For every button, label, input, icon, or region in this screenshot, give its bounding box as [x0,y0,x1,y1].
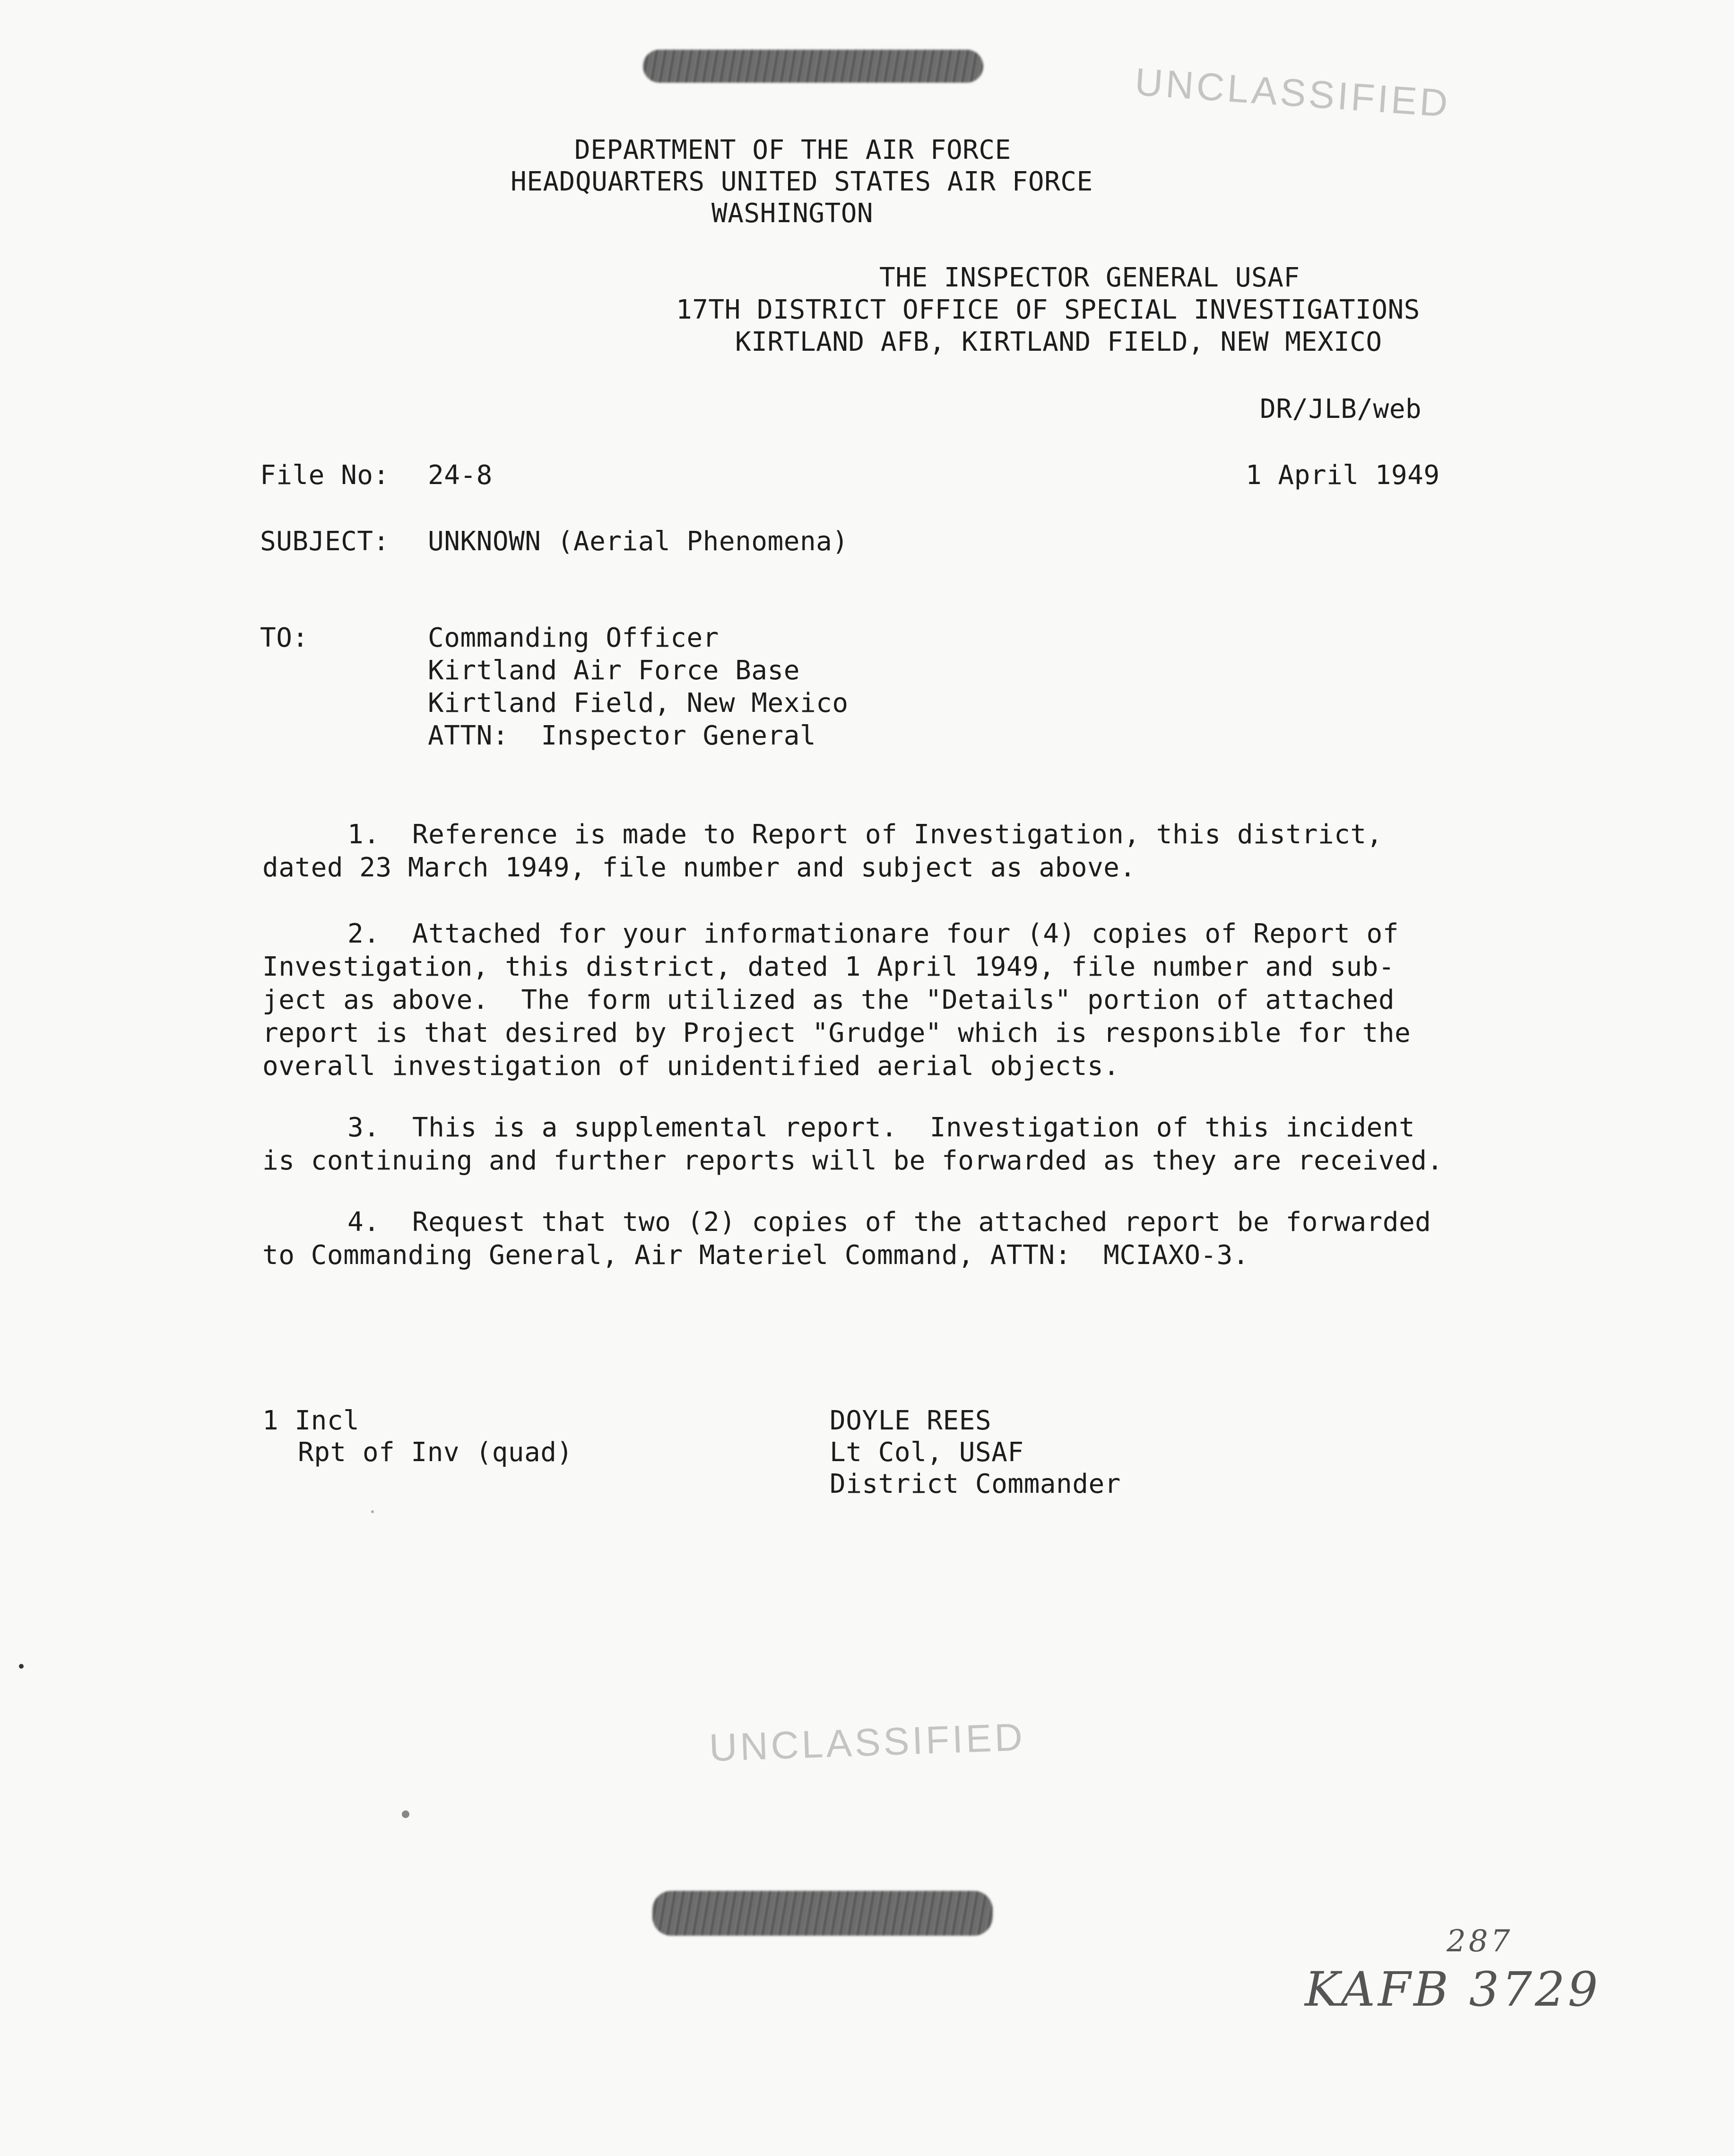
office-line-1: THE INSPECTOR GENERAL USAF [879,262,1300,293]
paragraph-1-line-1: 1. Reference is made to Report of Investigation, this district, [347,819,1383,850]
office-line-3: KIRTLAND AFB, KIRTLAND FIELD, NEW MEXICO [735,327,1382,357]
paragraph-3-line-1: 3. This is a supplemental report. Investigation of this incident [347,1112,1415,1143]
addressee-line-2: Kirtland Air Force Base [428,655,800,686]
signature-name: DOYLE REES [830,1405,992,1436]
paragraph-4-line-1: 4. Request that two (2) copies of the attached report be forwarded [347,1207,1431,1238]
file-no: 24-8 [428,460,493,491]
paragraph-2-line-3: ject as above. The form utilized as the "Details" portion of attached [262,985,1395,1015]
signature-title: District Commander [830,1469,1121,1499]
scan-speck [402,1810,409,1818]
paragraph-2-line-5: overall investigation of unidentified aerial objects. [262,1051,1120,1082]
to-label: TO: [260,623,309,653]
enclosure-line-2: Rpt of Inv (quad) [298,1437,573,1468]
paragraph-4-line-2: to Commanding General, Air Materiel Command, ATTN: MCIAXO-3. [262,1240,1249,1271]
subject-label: SUBJECT: [260,526,390,557]
addressee-line-4: ATTN: Inspector General [428,720,816,751]
scan-speck [19,1664,24,1669]
classification-stamp-top: UNCLASSIFIED [1133,60,1452,126]
paragraph-2-line-4: report is that desired by Project "Grudge" which is responsible for the [262,1018,1411,1048]
letter-date: 1 April 1949 [1246,460,1440,491]
office-line-2: 17TH DISTRICT OFFICE OF SPECIAL INVESTIGATIONS [676,294,1420,325]
header-city: WASHINGTON [711,198,874,229]
scan-speck [371,1510,374,1513]
header-department: DEPARTMENT OF THE AIR FORCE [574,135,1011,165]
subject-text: UNKNOWN (Aerial Phenomena) [428,526,849,557]
reference-code: DR/JLB/web [1260,394,1422,424]
paragraph-3-line-2: is continuing and further reports will be forwarded as they are received. [262,1145,1443,1176]
paragraph-2-line-1: 2. Attached for your informationare four (4) copies of Report of [347,918,1399,949]
handwritten-page-number: 287 [1447,1924,1513,1959]
paragraph-2-line-2: Investigation, this district, dated 1 April 1949, file number and sub- [262,952,1395,982]
classification-stamp-bottom: UNCLASSIFIED [708,1715,1026,1770]
redaction-bar-top [643,50,983,83]
handwritten-archive-ref: KAFB 3729 [1305,1962,1601,2017]
file-no-label: File No: [260,460,390,491]
addressee-line-3: Kirtland Field, New Mexico [428,688,849,719]
signature-rank: Lt Col, USAF [830,1437,1024,1468]
addressee-line-1: Commanding Officer [428,623,719,653]
enclosure-line-1: 1 Incl [262,1405,360,1436]
header-headquarters: HEADQUARTERS UNITED STATES AIR FORCE [511,166,1093,197]
redaction-bar-bottom [652,1891,993,1936]
paragraph-1-line-2: dated 23 March 1949, file number and subject as above. [262,852,1136,883]
